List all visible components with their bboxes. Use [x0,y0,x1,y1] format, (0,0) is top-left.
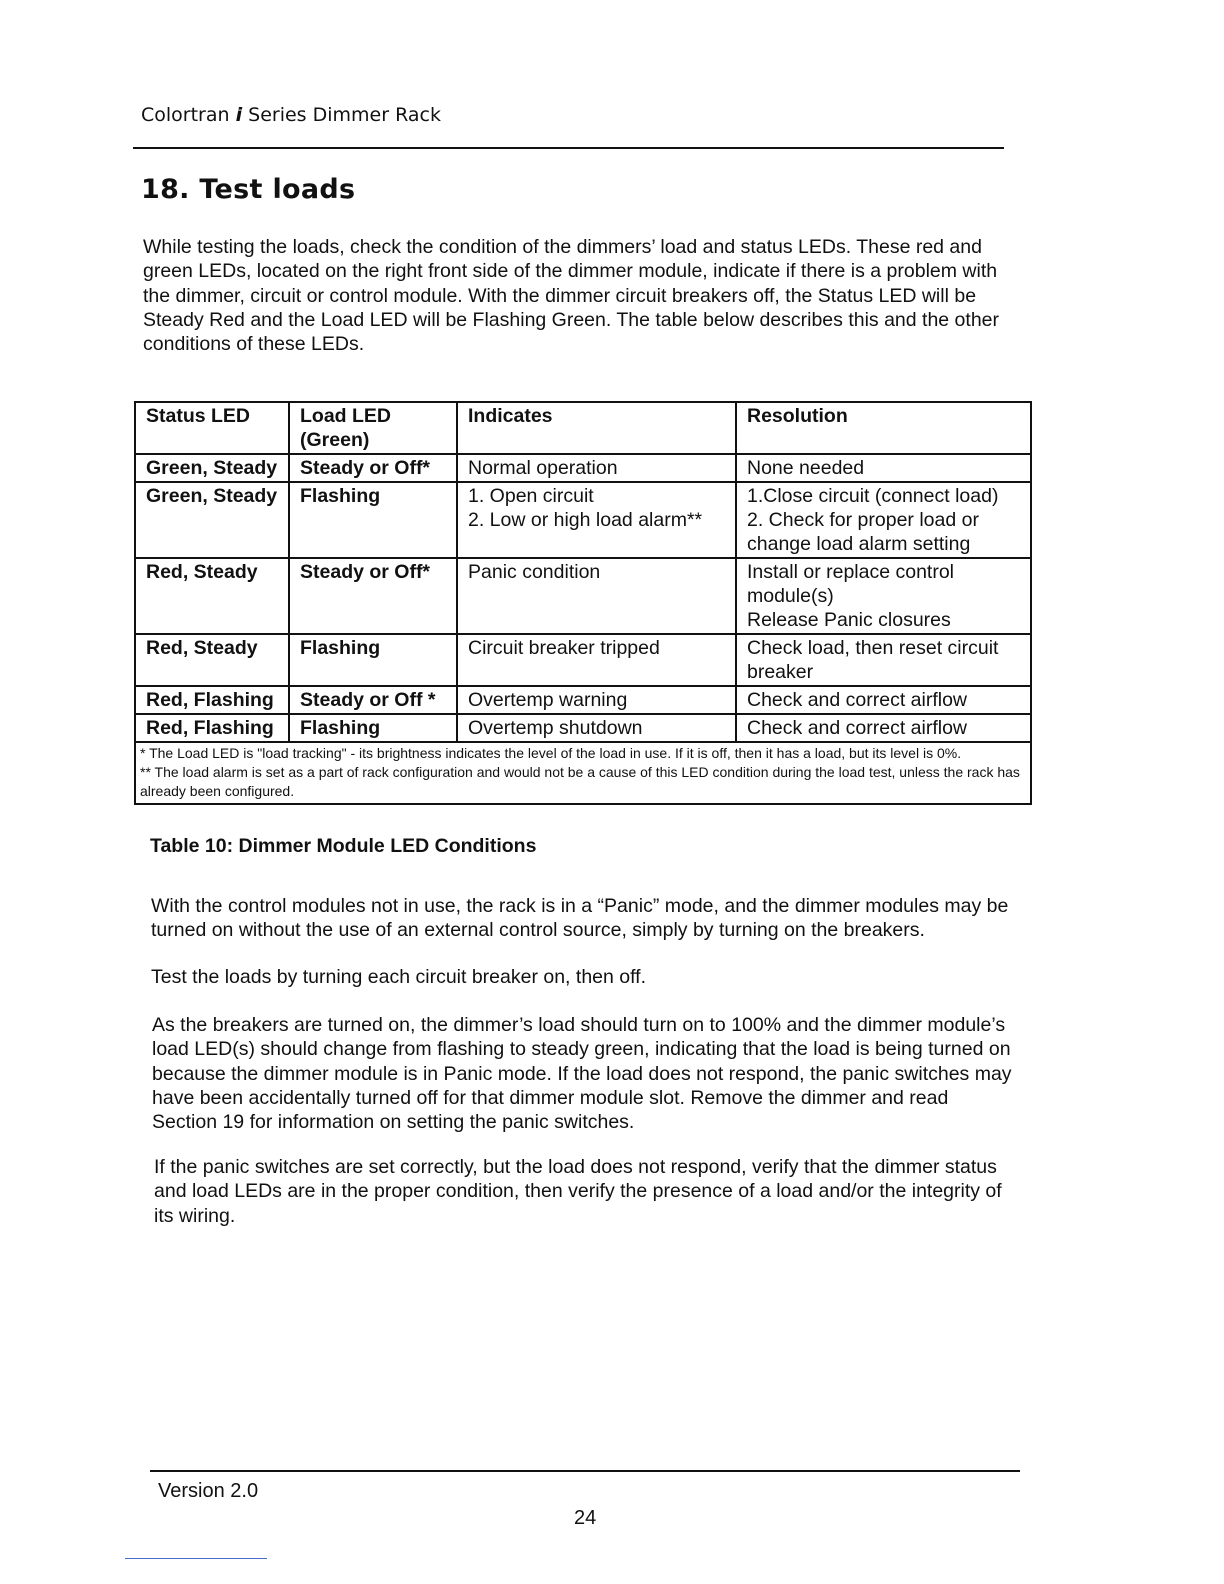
table-caption: Table 10: Dimmer Module LED Conditions [150,835,537,857]
running-header: Colortran i Series Dimmer Rack [141,104,441,126]
header-rule [133,147,1004,149]
resolution-cell: Check and correct airflow [736,686,1031,714]
resolution-cell: None needed [736,454,1031,482]
status-cell: Green, Steady [135,454,289,482]
footnote-load-tracking: * The Load LED is "load tracking" - its brightness indicates the level of the load in use. If it is off, then it has a load, but its level is 0%. [140,745,962,761]
load-cell: Flashing [289,634,457,686]
resolution-cell: Check load, then reset circuit breaker [736,634,1031,686]
table-row [135,634,1031,686]
led-conditions-table [134,401,1032,805]
table-row [135,686,1031,714]
paragraph-panic-mode: With the control modules not in use, the rack is in a “Panic” mode, and the dimmer modules may be turned on without the use of an external control source, simply by turning on the breakers. [151,895,1009,942]
status-cell: Green, Steady [135,482,289,558]
header-indicates: Indicates [457,402,736,454]
load-cell: Flashing [289,714,457,742]
status-cell: Red, Flashing [135,714,289,742]
header-status-led: Status LED [135,402,289,454]
paragraph-test-loads: Test the loads by turning each circuit breaker on, then off. [151,966,647,988]
status-cell: Red, Flashing [135,686,289,714]
paragraph-breakers-on: As the breakers are turned on, the dimmer’s load should turn on to 100% and the dimmer module’s load LED(s) should change from flashing to steady green, indicating that the load is being turned on because the dimmer module is in Panic mode. If the load does not respond, the panic switches may have been accidentally turned off for that dimmer module slot. Remove the dimmer and read Section 19 for information on setting the panic switches. [152,1014,1012,1134]
footnote-load-alarm: ** The load alarm is set as a part of rack configuration and would not be a cause of this LED condition during the load test, unless the rack has already been configured. [140,764,1020,799]
table-footnote-row [135,742,1031,804]
footer-rule [150,1470,1020,1472]
header-resolution: Resolution [736,402,1031,454]
load-cell: Steady or Off* [289,454,457,482]
table-row [135,714,1031,742]
page-number: 24 [574,1507,597,1529]
paragraph-verify-wiring: If the panic switches are set correctly, but the load does not respond, verify that the dimmer status and load LEDs are in the proper condition, then verify the presence of a load and/or the integrity of its wiring. [154,1156,1002,1227]
indicates-cell: Overtemp shutdown [457,714,736,742]
bottom-edge-line [125,1558,267,1559]
load-cell: Steady or Off * [289,686,457,714]
table-header-row [135,402,1031,454]
resolution-cell: Check and correct airflow [736,714,1031,742]
status-cell: Red, Steady [135,634,289,686]
indicates-cell: Overtemp warning [457,686,736,714]
indicates-cell: 1. Open circuit 2. Low or high load alarm** [457,482,736,558]
status-cell: Red, Steady [135,558,289,634]
intro-paragraph: While testing the loads, check the condition of the dimmers’ load and status LEDs. These red and green LEDs, located on the right front side of the dimmer module, indicate if there is a problem with the dimmer, circuit or control module. With the dimmer circuit breakers off, the Status LED will be Steady Red and the Load LED will be Flashing Green. The table below describes this and the other conditions of these LEDs. [143,236,1000,356]
table-row [135,558,1031,634]
indicates-cell: Normal operation [457,454,736,482]
version-label: Version 2.0 [158,1480,259,1502]
header-load-led: Load LED (Green) [289,402,457,454]
table-row [135,454,1031,482]
table-footnotes [135,742,1031,804]
indicates-cell: Circuit breaker tripped [457,634,736,686]
load-cell: Flashing [289,482,457,558]
resolution-cell: 1.Close circuit (connect load) 2. Check for proper load or change load alarm setting [736,482,1031,558]
indicates-cell: Panic condition [457,558,736,634]
section-title: 18. Test loads [141,174,356,205]
table-row [135,482,1031,558]
load-cell: Steady or Off* [289,558,457,634]
resolution-cell: Install or replace control module(s) Release Panic closures [736,558,1031,634]
